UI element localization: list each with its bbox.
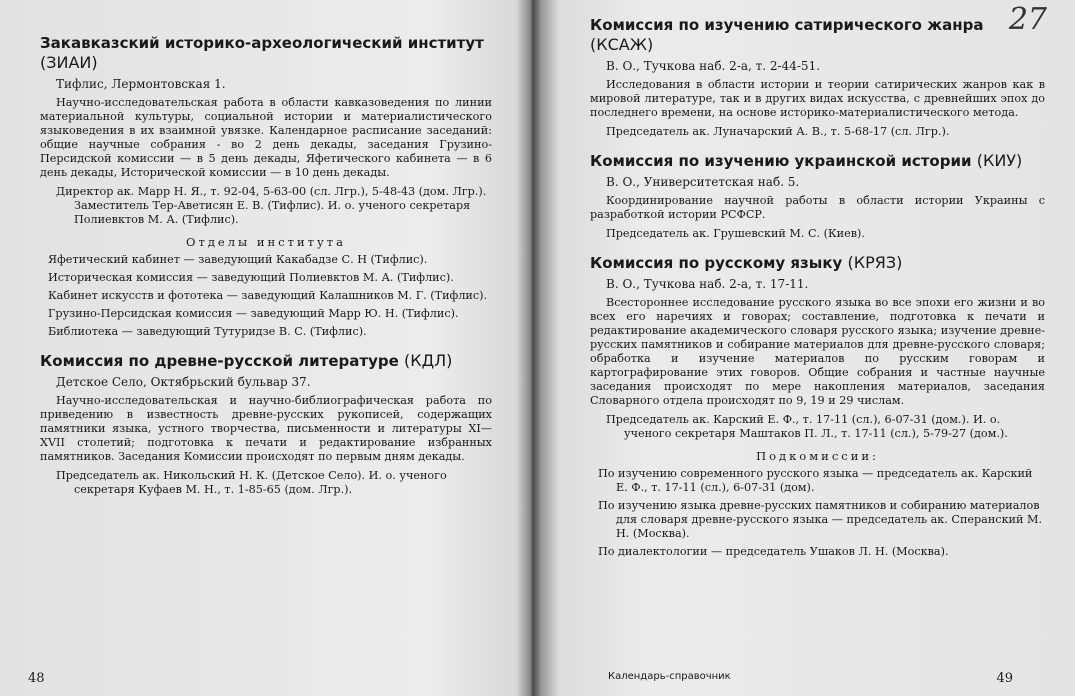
institute-title: Закавказский историко-археологический институт (ЗИАИ) <box>40 34 484 72</box>
page-number-right: 49 <box>996 671 1013 686</box>
subcommission-item: По диалектологии — председатель Ушаков Л. Н. (Москва). <box>598 545 949 558</box>
institute-address: Тифлис, Лермонтовская 1. <box>56 77 226 91</box>
handwritten-page-stamp: 27 <box>1008 2 1047 37</box>
subcommissions-heading: Подкомиссии: <box>756 449 879 463</box>
institute-description: Научно-исследовательская работа в области кавказоведения по линии материальной культуры, социальной истории и материалистического языковедения в их взаимной увязке. Календарное расписание заседаний: общие научные собрания - во 2 день декады, заседания Грузино-Персидской комиссии — в 5 день декады, Яфетического кабинета — в 6 день декады, Исторической комиссии — в 10 день декады. <box>40 96 492 179</box>
departments-heading: Отделы института <box>186 235 346 249</box>
page-number-left: 48 <box>28 671 45 686</box>
kdl-section <box>40 351 492 497</box>
department-item: Грузино-Персидская комиссия — заведующий Марр Ю. Н. (Тифлис). <box>48 307 459 320</box>
department-item: Яфетический кабинет — заведующий Какабадзе С. Н (Тифлис). <box>48 253 428 266</box>
ksaj-abbr: (КСАЖ) <box>590 35 654 54</box>
kdl-address: Детское Село, Октябрьский бульвар 37. <box>56 375 311 389</box>
kryaz-address: В. О., Тучкова наб. 2-а, т. 17-11. <box>606 277 809 291</box>
kdl-chair: Председатель ак. Никольский Н. К. (Детское Село). И. о. ученого секретаря Куфаев М. Н., т. 1-85-65 (дом. Лгр.). <box>56 469 447 496</box>
kryaz-section <box>590 253 1045 559</box>
kryaz-abbr: (КРЯЗ) <box>847 253 903 272</box>
kiu-section <box>590 151 1045 241</box>
kiu-chair: Председатель ак. Грушевский М. С. (Киев). <box>606 227 865 240</box>
kiu-address: В. О., Университетская наб. 5. <box>606 175 800 189</box>
kiu-abbr: (КИУ) <box>976 151 1023 170</box>
department-item: Библиотека — заведующий Тутуридзе В. С. (Тифлис). <box>48 325 367 338</box>
kdl-title: Комиссия по древне-русской литературе (КДЛ) <box>40 351 453 370</box>
institute-abbr: (ЗИАИ) <box>40 53 98 72</box>
kiu-description: Координирование научной работы в области истории Украины с разработкой истории РСФСР. <box>590 194 1045 221</box>
kdl-abbr: (КДЛ) <box>404 351 453 370</box>
department-item: Кабинет искусств и фототека — заведующий Калашников М. Г. (Тифлис). <box>48 289 488 302</box>
kryaz-title: Комиссия по русскому языку (КРЯЗ) <box>590 253 903 272</box>
department-item: Историческая комиссия — заведующий Полиевктов М. А. (Тифлис). <box>48 271 454 284</box>
kiu-title: Комиссия по изучению украинской истории (КИУ) <box>590 151 1023 170</box>
ksaj-title: Комиссия по изучению сатирического жанра (КСАЖ) <box>590 16 984 54</box>
kryaz-chair: Председатель ак. Карский Е. Ф., т. 17-11 (сл.), 6-07-31 (дом.). И. о. ученого секретаря Маштаков П. Л., т. 17-11 (сл.), 5-79-27 (дом.). <box>606 413 1008 440</box>
ksaj-chair: Председатель ак. Луначарский А. В., т. 5-68-17 (сл. Лгр.). <box>606 125 950 138</box>
ksaj-address: В. О., Тучкова наб. 2-а, т. 2-44-51. <box>606 59 821 73</box>
right-page <box>540 0 1075 696</box>
running-footer: Календарь-справочник <box>608 671 731 682</box>
ksaj-description: Исследования в области истории и теории сатирических жанров как в мировой литературе, так и в других видах искусства, с древнейших эпох до последнего времени, на основе историко-материалистического метода. <box>590 78 1045 119</box>
left-page <box>0 0 510 696</box>
subcommission-item: По изучению языка древне-русских памятников и собиранию материалов для словаря древне-русского языка — председатель ак. Сперанский М. Н. (Москва). <box>598 499 1043 540</box>
kryaz-description: Всестороннее исследование русского языка во все эпохи его жизни и во всех его наречиях и говорах; составление, подготовка к печати и редактирование академического словаря русского языка; изучение древне-русских памятников и собирание материалов для древне-русского словаря; обработка и изучение материалов по русским говорам и картографирование этих говоров. Общие собрания и частные научные заседания происходят по мере накопления материалов, заседания Словарного отдела происходят по 9, 19 и 29 числам. <box>590 296 1045 407</box>
institute-director: Директор ак. Марр Н. Я., т. 92-04, 5-63-00 (сл. Лгр.), 5-48-43 (дом. Лгр.). Заместитель Тер-Аветисян Е. В. (Тифлис). И. о. ученого секретаря Полиевктов М. А. (Тифлис). <box>56 185 487 226</box>
subcommission-item: По изучению современного русского языка — председатель ак. Карский Е. Ф., т. 17-11 (сл.), 6-07-31 (дом). <box>598 467 1033 494</box>
kdl-description: Научно-исследовательская и научно-библиографическая работа по приведению в известность древне-русских рукописей, содержащих памятники языка, устного творчества, письменности и литературы XI—XVII столетий; подготовка к печати и редактирование избранных памятников. Заседания Комиссии происходят по первым дням декады. <box>40 394 492 463</box>
